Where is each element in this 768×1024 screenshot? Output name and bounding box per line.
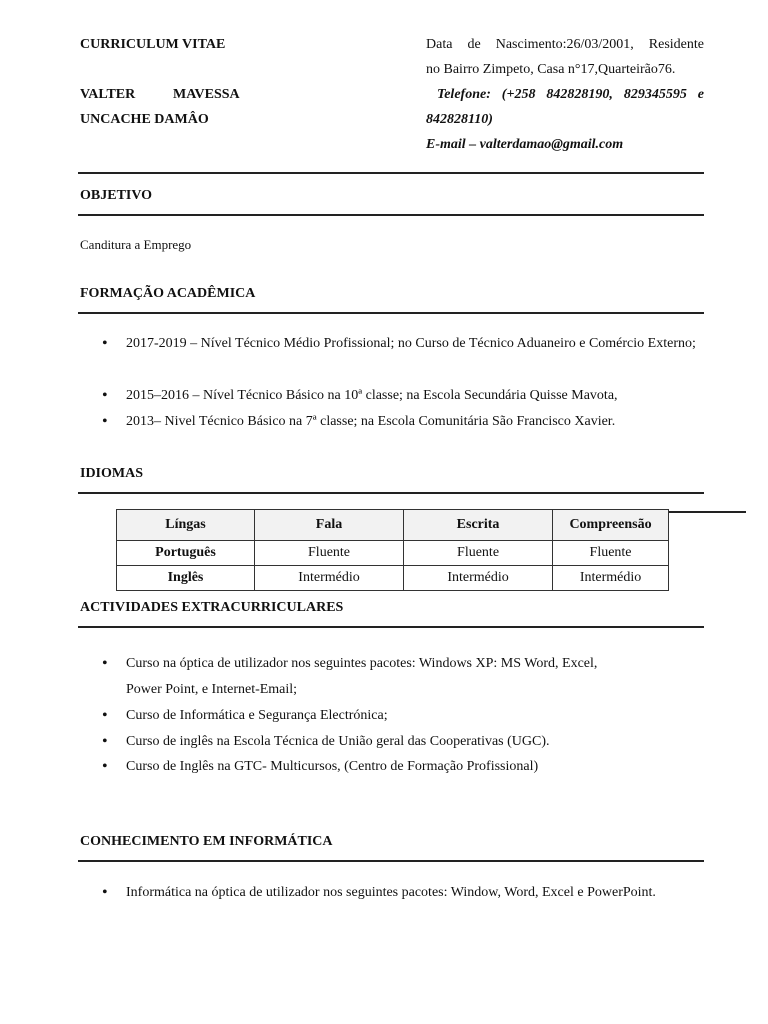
divider-languages [78,492,704,494]
objective-text: Canditura a Emprego [80,237,192,252]
phone-line-1: Telefone: (+258 842828190, 829345595 e [426,87,704,102]
table-cell: Intermédio [553,566,669,591]
divider-header [78,172,704,174]
computing-heading: CONHECIMENTO EM INFORMÁTICA [80,834,333,849]
table-header-cell: Língas [117,510,255,541]
objective-heading: OBJETIVO [80,188,153,203]
table-header-cell: Compreensão [553,510,669,541]
extracurricular-item-continued: Power Point, e Internet-Email; [126,682,298,697]
name-last: UNCACHE DAMÂO [80,112,209,127]
table-cell: Fluente [553,541,669,566]
contact-line-1: Data de Nascimento:26/03/2001, Residente [426,37,704,52]
extracurricular-item: Curso de Informática e Segurança Electrónica; [126,708,388,723]
extracurricular-item: Curso na óptica de utilizador nos seguintes pacotes: Windows XP: MS Word, Excel, [126,656,598,671]
cv-title: CURRICULUM VITAE [80,37,226,52]
extracurricular-item: Curso de Inglês na GTC- Multicursos, (Centro de Formação Profissional) [126,759,539,774]
bullet-icon: • [102,733,108,750]
education-item: 2013– Nivel Técnico Básico na 7ª classe; na Escola Comunitária São Francisco Xavier. [126,414,616,429]
bullet-icon: • [102,387,108,404]
divider-computing [78,860,704,862]
table-row [117,541,669,566]
contact-line-2: no Bairro Zimpeto, Casa n°17,Quarteirão76. [426,62,676,77]
bullet-icon: • [102,758,108,775]
table-stray-line [668,511,746,513]
table-cell-language: Inglês [117,566,255,591]
table-row [117,566,669,591]
bullet-icon: • [102,413,108,430]
extracurricular-heading: ACTIVIDADES EXTRACURRICULARES [80,600,344,615]
bullet-icon: • [102,655,108,672]
table-cell-language: Português [117,541,255,566]
bullet-icon: • [102,707,108,724]
phone-line-2: 842828110) [426,112,493,127]
bullet-icon: • [102,884,108,901]
table-cell: Fluente [404,541,553,566]
table-header-cell: Fala [255,510,404,541]
divider-education [78,312,704,314]
name-middle: MAVESSA [173,87,240,102]
table-cell: Intermédio [404,566,553,591]
name-first: VALTER [80,87,136,102]
table-cell: Fluente [255,541,404,566]
languages-table [116,509,669,591]
bullet-icon: • [102,335,108,352]
divider-extracurricular [78,626,704,628]
extracurricular-item: Curso de inglês na Escola Técnica de União geral das Cooperativas (UGC). [126,734,550,749]
contact-block [426,32,704,157]
computing-item: Informática na óptica de utilizador nos seguintes pacotes: Window, Word, Excel e PowerPoint. [126,885,656,900]
education-item: 2017-2019 – Nível Técnico Médio Profissional; no Curso de Técnico Aduaneiro e Comércio Externo; [126,336,696,351]
languages-heading: IDIOMAS [80,466,144,481]
email[interactable]: E-mail – valterdamao@gmail.com [426,137,624,152]
table-cell: Intermédio [255,566,404,591]
divider-objective [78,214,704,216]
education-heading: FORMAÇÃO ACADÊMICA [80,286,256,301]
table-header-row [117,510,669,541]
table-header-cell: Escrita [404,510,553,541]
education-item: 2015–2016 – Nível Técnico Básico na 10ª classe; na Escola Secundária Quisse Mavota, [126,388,618,403]
